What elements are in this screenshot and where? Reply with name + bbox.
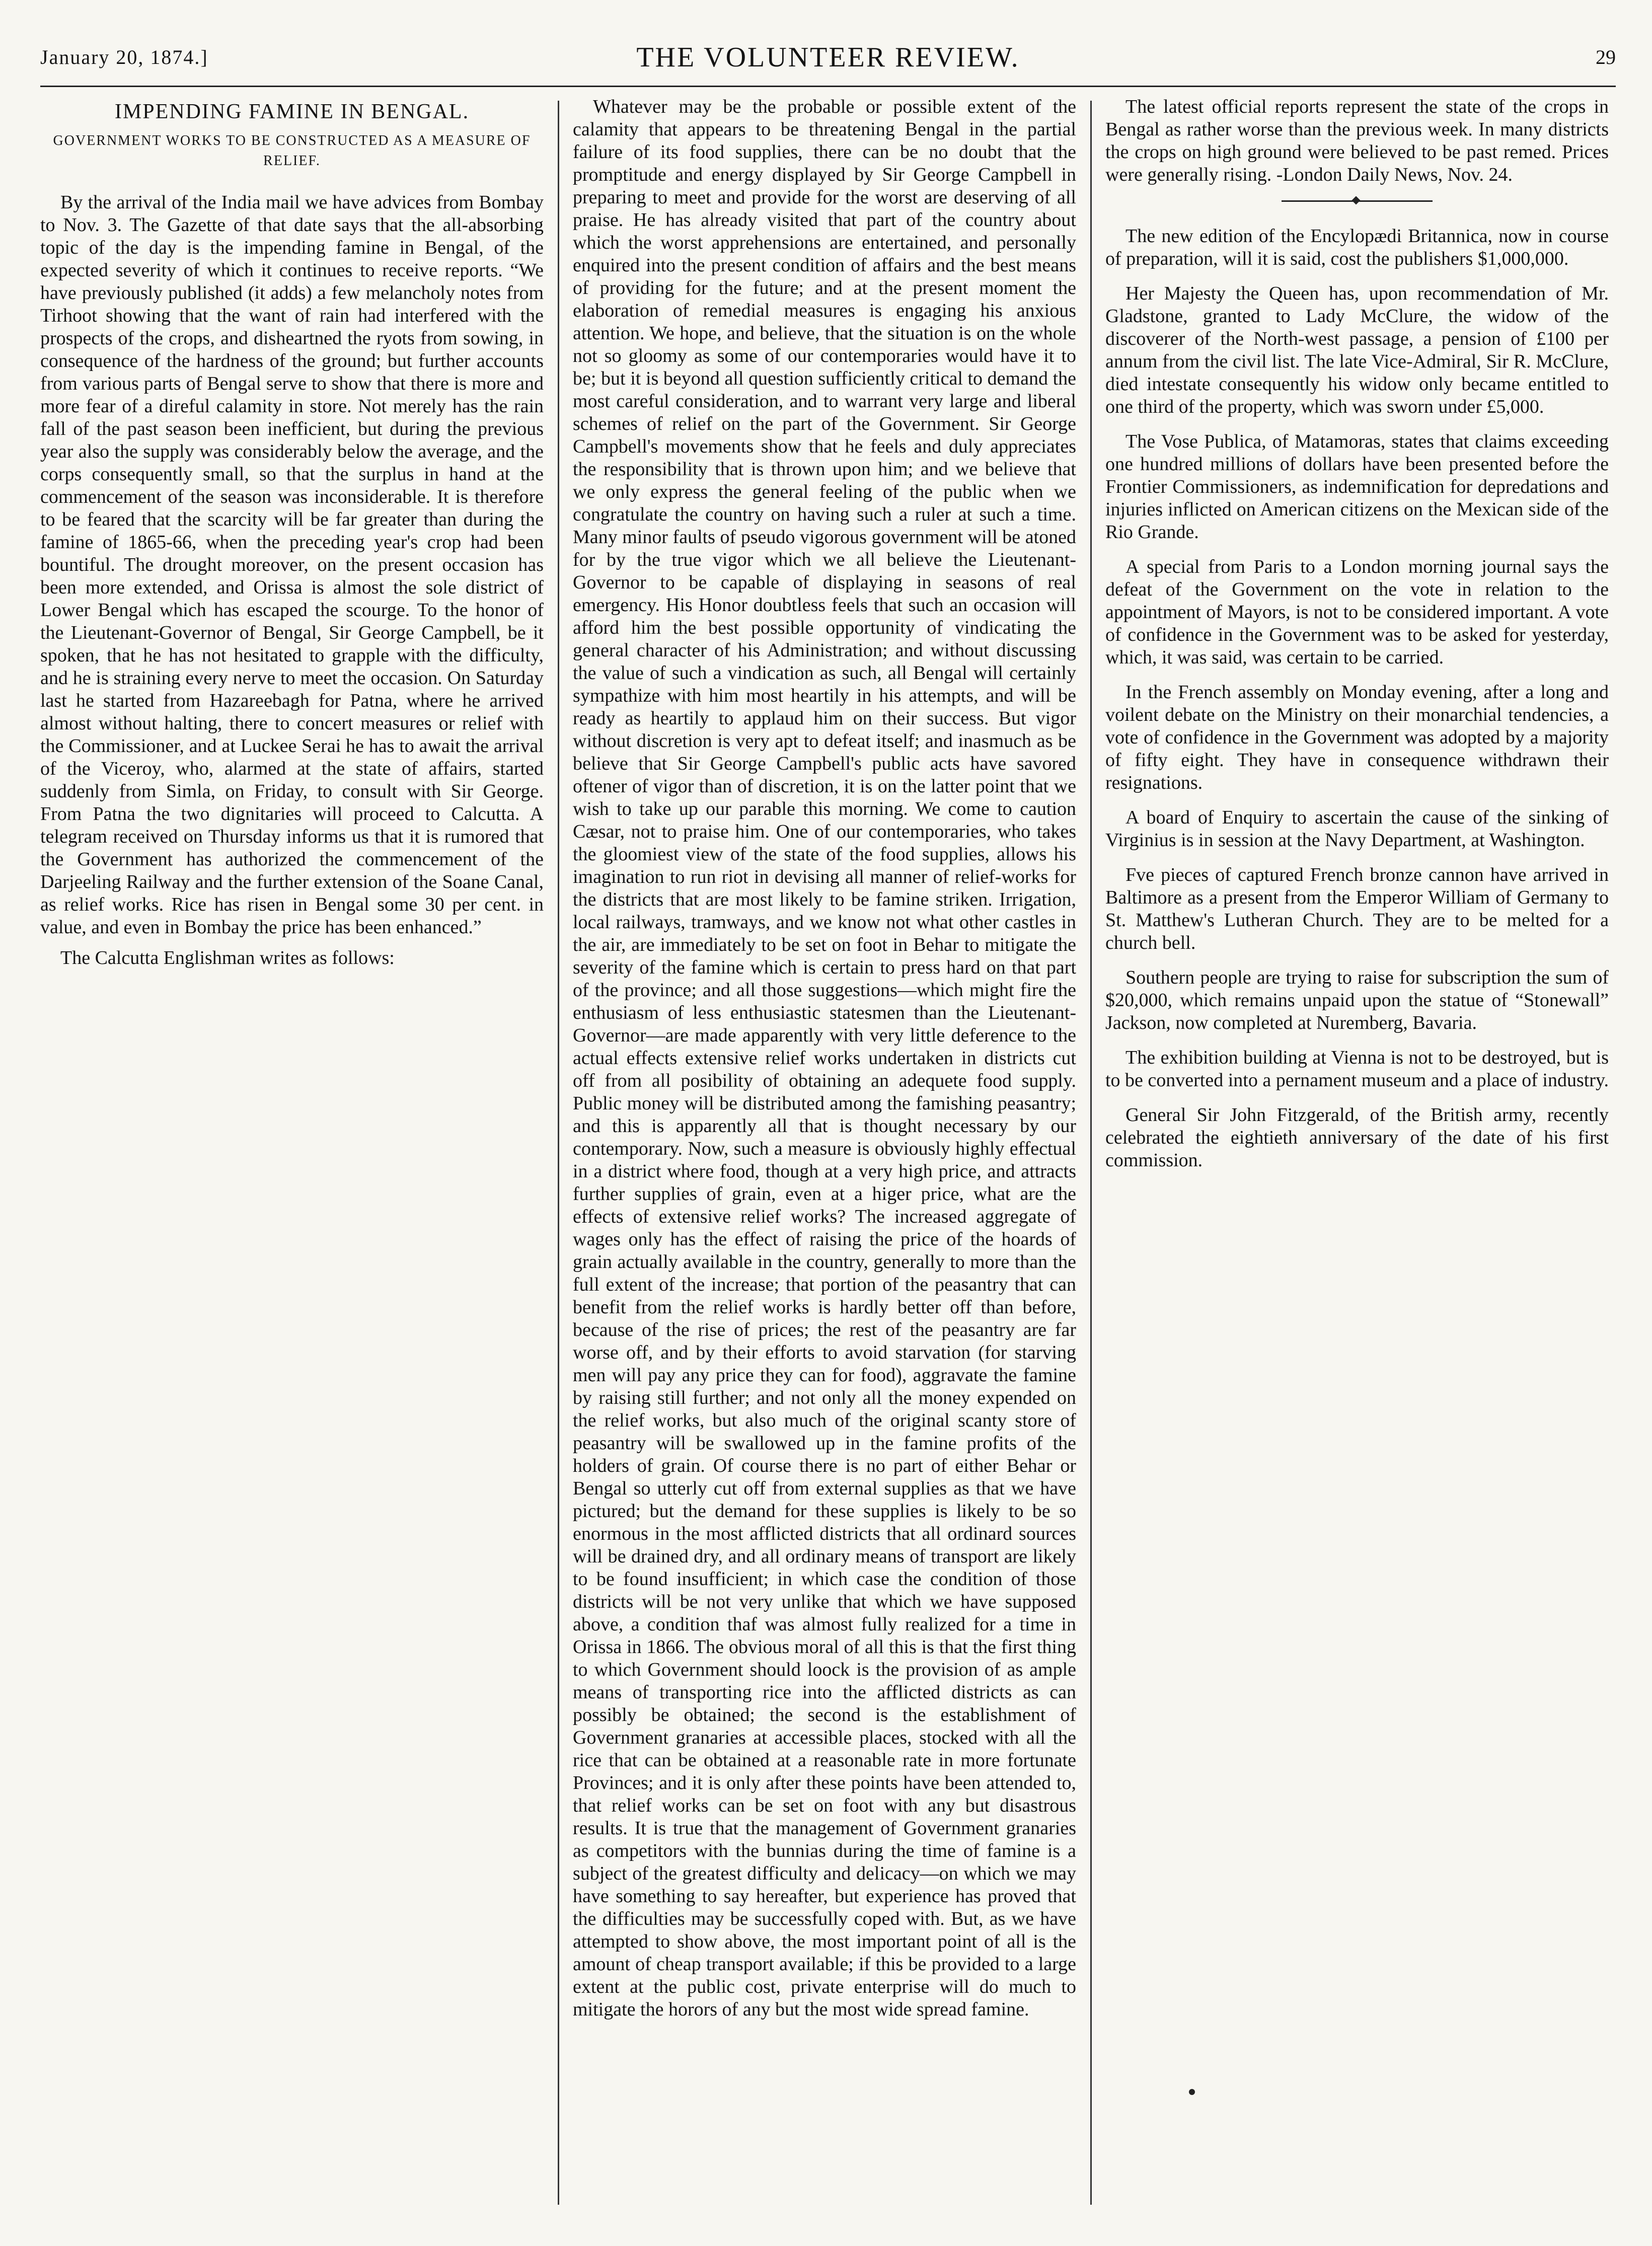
article-title: IMPENDING FAMINE IN BENGAL. (114, 100, 470, 123)
column-3 (1105, 96, 1609, 2210)
column-1 (40, 96, 544, 2210)
column-rule (1090, 101, 1092, 2205)
column-rule (558, 101, 559, 2205)
columns (40, 96, 1616, 2210)
news-note: Her Majesty the Queen has, upon recommendation of Mr. Gladstone, granted to Lady McClure, the widow of the discoverer of the North-west passage, a pension of £100 per annum from the civil list. The late Vice-Admiral, Sir R. McClure, died intestate consequently his widow only became entitled to one third of the property, which was sworn under £5,000. (1105, 283, 1609, 417)
news-note: In the French assembly on Monday evening, after a long and voilent debate on the Ministry on their monarchial tendencies, a vote of confidence in the Government was adopted by a majority of fifty eight. They have in consequence withdrawn their resignations. (1105, 682, 1609, 793)
news-note: The new edition of the Encylopædi Britannica, now in course of preparation, will it is said, cost the publishers $1,000,000. (1105, 226, 1609, 269)
news-note: Fve pieces of captured French bronze cannon have arrived in Baltimore as a present from the Emperor William of Germany to St. Matthew's Lutheran Church. They are to be melted for a church bell. (1105, 864, 1609, 953)
news-note: The exhibition building at Vienna is not to be destroyed, but is to be converted into a pernament museum and a place of industry. (1105, 1047, 1609, 1091)
news-note: Southern people are trying to raise for subscription the sum of $20,000, which remains unpaid upon the statue of “Stonewall” Jackson, now completed at Nuremberg, Bavaria. (1105, 967, 1609, 1033)
column-2 (573, 96, 1076, 2210)
newspaper-page (40, 30, 1616, 2210)
header-rule (40, 86, 1616, 87)
end-mark (1189, 2089, 1195, 2095)
article-paragraph: Whatever may be the probable or possible extent of the calamity that appears to be threatening Bengal in the partial failure of its food supplies, there can be no doubt that the promptitude and energy displayed by Sir George Campbell in preparing to meet and provide for the worst are deserving of all praise. He has already visited that part of the country about which the worst apprehensions are entertained, and personally enquired into the present condition of affairs and the best means of providing for the future; and at the present moment the elaboration of remedial measures is engaging his anxious attention. We hope, and believe, that the situation is on the whole not so gloomy as some of our contemporaries would have it to be; but it is beyond all question sufficiently critical to demand the most careful consideration, and to warrant very large and liberal schemes of relief on the part of the Government. Sir George Campbell's movements show that he feels and duly appreciates the responsibility that is thrown upon him; and we believe that we only express the general feeling of the public when we congratulate the country on having such a ruler at such a time. Many minor faults of pseudo vigorous government will be atoned for by the true vigor which we all believe the Lieutenant-Governor to be capable of displaying in seasons of real emergency. His Honor doubtless feels that such an occasion will afford him the best possible opportunity of vindicating the general character of his Administration; and without discussing the value of such a vindication as such, all Bengal will certainly sympathize with him most heartily in his attempts, and will be ready as heartily to applaud him on their success. But vigor without discretion is very apt to defeat itself; and inasmuch as be believe that Sir George Campbell's public acts have savored oftener of vigor than of discretion, it is on the latter point that we wish to take up our parable this morning. We come to caution Cæsar, not to praise him. One of our contemporaries, who takes the gloomiest view of the state of the food supplies, allows his imagination to run riot in devising all manner of relief-works for the districts that are most likely to be famine striken. Irrigation, local railways, tramways, and we know not what other castles in the air, are immediately to be set on foot in Behar to mitigate the severity of the famine which is certain to press hard on that part of the province; and all those suggestions—which might fire the enthusiasm of less enthusiastic statesmen than the Lieutenant-Governor—are made apparently with very little deference to the actual effects extensive relief works undertaken in districts cut off from all posibility of obtaining an adequete food supply. Public money will be distributed among the famishing peasantry; and this is apparently all that is thought necessary by our contemporary. Now, such a measure is obviously highly effectual in a district where food, though at a very high price, and attracts further supplies of grain, even at a higer price, what are the effects of extensive relief works? The increased aggregate of wages only has the effect of raising the price of the hoards of grain actually available in the country, generally to more than the full extent of the increase; that portion of the peasantry that can benefit from the relief works is hardly better off than before, because of the rise of prices; the rest of the peasantry are far worse off, and by their efforts to avoid starvation (for starving men will pay any price they can for food), aggravate the famine by raising still further; and not only all the money expended on the relief works, but also much of the original scanty store of peasantry will be swallowed up in the famine profits of the holders of grain. Of course there is no part of either Behar or Bengal so utterly cut off from external supplies as that we have pictured; but the demand for these supplies is likely to be so enormous in the most afflicted districts that all ordinard sources will be drained dry, and all ordinary means of transport are likely to be found insufficient; in which case the condition of those districts will be not very unlike that which we have supposed above, a condition thaf was almost fully realized for a time in Orissa in 1866. The obvious moral of all this is that the first thing to which Government should loock is the provision of as ample means of transporting rice into the afflicted districts as can possibly be obtained; the second is the establishment of Government granaries at accessible places, stocked with all the rice that can be obtained at a reasonable rate in more fortunate Provinces; and it is only after these points have been attended to, that relief works can be set on foot with any but disastrous results. It is true that the management of Government granaries as competitors with the bunnias during the time of famine is a subject of the greatest difficulty and delicacy—on which we may have something to say hereafter, but experience has proved that the difficulties may be successfully coped with. But, as we have attempted to show above, the most important point of all is the amount of cheap transport available; if this be provided to a large extent at the public cost, private enterprise will do much to mitigate the horors of any but the most wide spread famine. (573, 96, 1076, 2020)
article-paragraph: By the arrival of the India mail we have advices from Bombay to Nov. 3. The Gazette of that date says that the all-absorbing topic of the day is the impending famine in Bengal, of the expected severity of which it continues to receive reports. “We have previously published (it adds) a few melancholy notes from Tirhoot showing that the want of rain had interfered with the prospects of the crops, and disheartned the ryots from sowing, in consequence of the hardness of the ground; but further accounts from various parts of Bengal serve to show that there is more and more fear of a direful calamity in store. Not merely has the rain fall of the past season been inefficient, but during the previous year also the supply was considerably below the average, and the corps consequently small, so that the surplus in hand at the commencement of the season was inconsiderable. It is therefore to be feared that the scarcity will be far greater than during the famine of 1865-66, when the preceding year's crop had been bountiful. The drought moreover, on the present occasion has been more extended, and Orissa is almost the sole district of Lower Bengal which has escaped the scourge. To the honor of the Lieutenant-Governor of Bengal, Sir George Campbell, be it spoken, that he has not hesitated to grapple with the difficulty, and he is straining every nerve to meet the occasion. On Saturday last he started from Hazareebagh for Patna, where he arrived almost without halting, there to concert measures or relief with the Commissioner, and at Luckee Serai he has to await the arrival of the Viceroy, who, alarmed at the state of affairs, started suddenly from Simla, on Friday, to consult with Sir George. From Patna the two dignitaries will proceed to Calcutta. A telegram received on Thursday informs us that it is rumored that the Government has authorized the commencement of the Darjeeling Railway and the further extension of the Soane Canal, as relief works. Rice has risen in Bengal some 30 per cent. in value, and even in Bombay the price has been enhanced.” (40, 192, 544, 938)
page-number: 29 (1596, 46, 1616, 68)
news-note: A board of Enquiry to ascertain the cause of the sinking of Virginius is in session at the Navy Department, at Washington. (1105, 807, 1609, 851)
issue-date: January 20, 1874.] (40, 46, 208, 68)
article-paragraph: The Calcutta Englishman writes as follows: (60, 947, 395, 968)
news-note: General Sir John Fitzgerald, of the British army, recently celebrated the eightieth anniversary of the date of his first commission. (1105, 1104, 1609, 1171)
newspaper-title: THE VOLUNTEER REVIEW. (636, 42, 1020, 73)
news-note: The Vose Publica, of Matamoras, states that claims exceeding one hundred millions of dollars have been presented before the Frontier Commissioners, as indemnification for depredations and injuries inflicted on American citizens on the Mexican side of the Rio Grande. (1105, 431, 1609, 543)
news-note: A special from Paris to a London morning journal says the defeat of the Government on the vote in relation to the appointment of Mayors, is not to be considered important. A vote of confidence in the Government was to be asked for yesterday, which, it was said, was certain to be carried. (1105, 556, 1609, 668)
article-paragraph: The latest official reports represent the state of the crops in Bengal as rather worse than the previous week. In many districts the crops on high ground were believed to be past remed. Prices were generally rising. -London Daily News, Nov. 24. (1105, 96, 1609, 185)
masthead (40, 30, 1616, 73)
section-divider (1282, 200, 1433, 205)
article-subhead: GOVERNMENT WORKS TO BE CONSTRUCTED AS A MEASURE OF RELIEF. (53, 133, 531, 169)
